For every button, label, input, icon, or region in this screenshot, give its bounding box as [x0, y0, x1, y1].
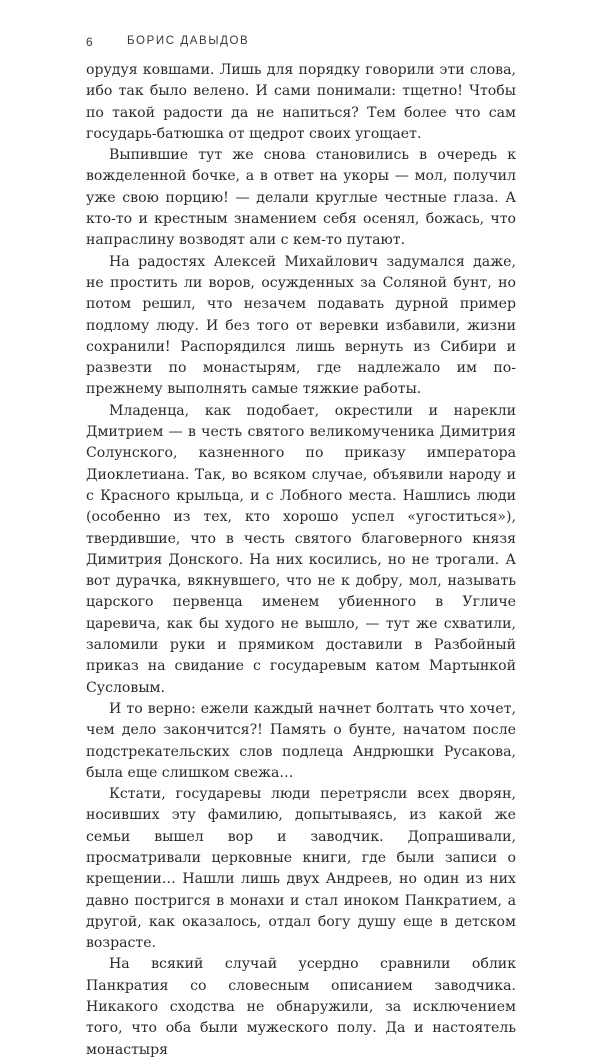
paragraph-continued: орудуя ковшами. Лишь для порядку говорили эти слова, ибо так было велено. И сами понимали: тщетно! Чтобы по такой радости да не напиться? Тем более что сам государь-батюшка от щедрот своих угощает.: [86, 62, 516, 142]
running-head-author: БОРИС ДАВЫДОВ: [127, 35, 250, 47]
body-text: [86, 60, 516, 1061]
paragraph: Младенца, как подобает, окрестили и нарекли Дмитрием — в честь святого великомученика Димитрия Солунского, казненного по приказу императора Диоклетиана. Так, во всяком случае, объявили народу и с Красного крыльца, и с Лобного места. Нашлись люди (особенно из тех, кто хорошо успел «угоститься»), твердившие, что в честь святого благоверного князя Димитрия Донского. На них косились, но не трогали. А вот дурачка, вякнувшего, что не к добру, мол, называть царского первенца именем убиенного в Угличе царевича, как бы худого не вышло, — тут же схватили, заломили руки и прямиком доставили в Разбойный приказ на свидание с государевым катом Мартынкой Сусловым.: [86, 402, 516, 696]
page-number: 6: [86, 35, 94, 49]
paragraph: Кстати, государевы люди перетрясли всех дворян, носивших эту фамилию, допытываясь, из какой же семьи вышел вор и заводчик. Допрашивали, просматривали церковные книги, где были записи о крещении… Нашли лишь двух Андреев, но один из них давно постригся в монахи и стал иноком Панкратием, а другой, как оказалось, отдал богу душу еще в детском возрасте.: [86, 786, 516, 952]
paragraph: На всякий случай усердно сравнили облик Панкратия со словесным описанием заводчика. Никакого сходства не обнаружили, за исключением того, что оба были мужеского полу. Да и настоятель монастыря: [86, 956, 516, 1058]
paragraph: Выпившие тут же снова становились в очередь к вожделенной бочке, а в ответ на укоры — мол, получил уже свою порцию! — делали круглые честные глаза. А кто-то и крестным знамением себя осенял, божась, что напраслину возводят али с кем-то путают.: [86, 147, 516, 249]
running-head: [86, 35, 526, 53]
paragraph: И то верно: ежели каждый начнет болтать что хочет, чем дело закончится?! Память о бунте, начатом после подстрекательских слов подлеца Андрюшки Русакова, была еще слишком свежа…: [86, 700, 516, 781]
paragraph: На радостях Алексей Михайлович задумался даже, не простить ли воров, осужденных за Соляной бунт, но потом решил, что незачем подавать дурной пример подлому люду. И без того от веревки избавили, жизни сохранили! Распорядился лишь вернуть из Сибири и развезти по монастырям, где надлежало им по-прежнему выполнять самые тяжкие работы.: [86, 253, 516, 398]
